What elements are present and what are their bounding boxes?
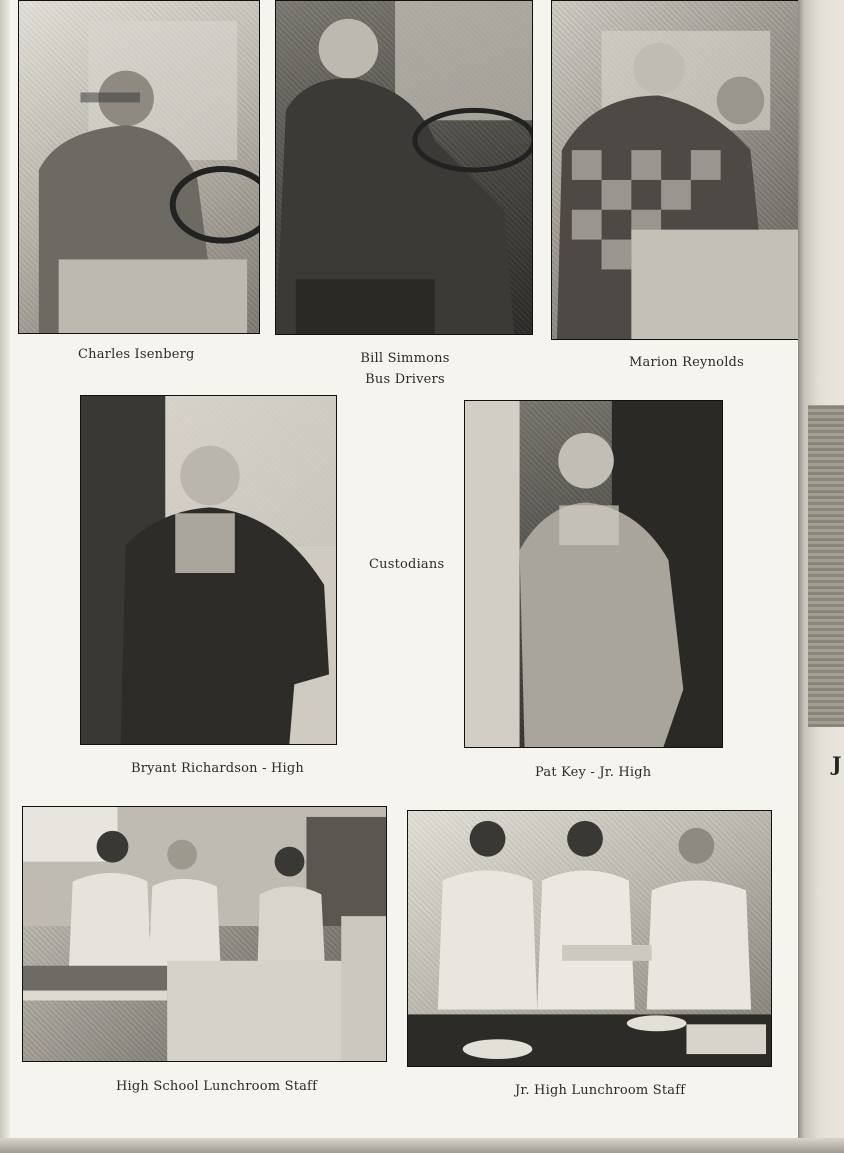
caption-pat-key: Pat Key - Jr. High (535, 765, 652, 780)
caption-bryant-richardson: Bryant Richardson - High (131, 761, 304, 776)
photo-pat-key (464, 400, 723, 748)
page-binding-edge (0, 0, 10, 1153)
photo-bill-simmons (275, 0, 533, 335)
caption-bus-drivers-group: Bus Drivers (365, 372, 445, 387)
photo-jr-high-lunchroom-staff (407, 810, 772, 1067)
photo-bryant-richardson (80, 395, 337, 745)
photo-marion-reynolds (551, 0, 799, 340)
caption-charles-isenberg: Charles Isenberg (78, 347, 195, 362)
adjacent-page-letter: J (832, 752, 842, 776)
page-bottom-edge (0, 1138, 844, 1153)
caption-custodians-group: Custodians (369, 557, 445, 572)
caption-marion-reynolds: Marion Reynolds (629, 355, 744, 370)
photo-high-school-lunchroom-staff (22, 806, 387, 1062)
caption-high-school-lunchroom-staff: High School Lunchroom Staff (116, 1079, 318, 1094)
adjacent-page-edge (798, 0, 844, 1153)
caption-jr-high-lunchroom-staff: Jr. High Lunchroom Staff (515, 1083, 686, 1098)
photo-charles-isenberg (18, 0, 260, 334)
caption-bill-simmons: Bill Simmons (360, 351, 450, 366)
adjacent-page-photo-fragment (808, 405, 844, 727)
